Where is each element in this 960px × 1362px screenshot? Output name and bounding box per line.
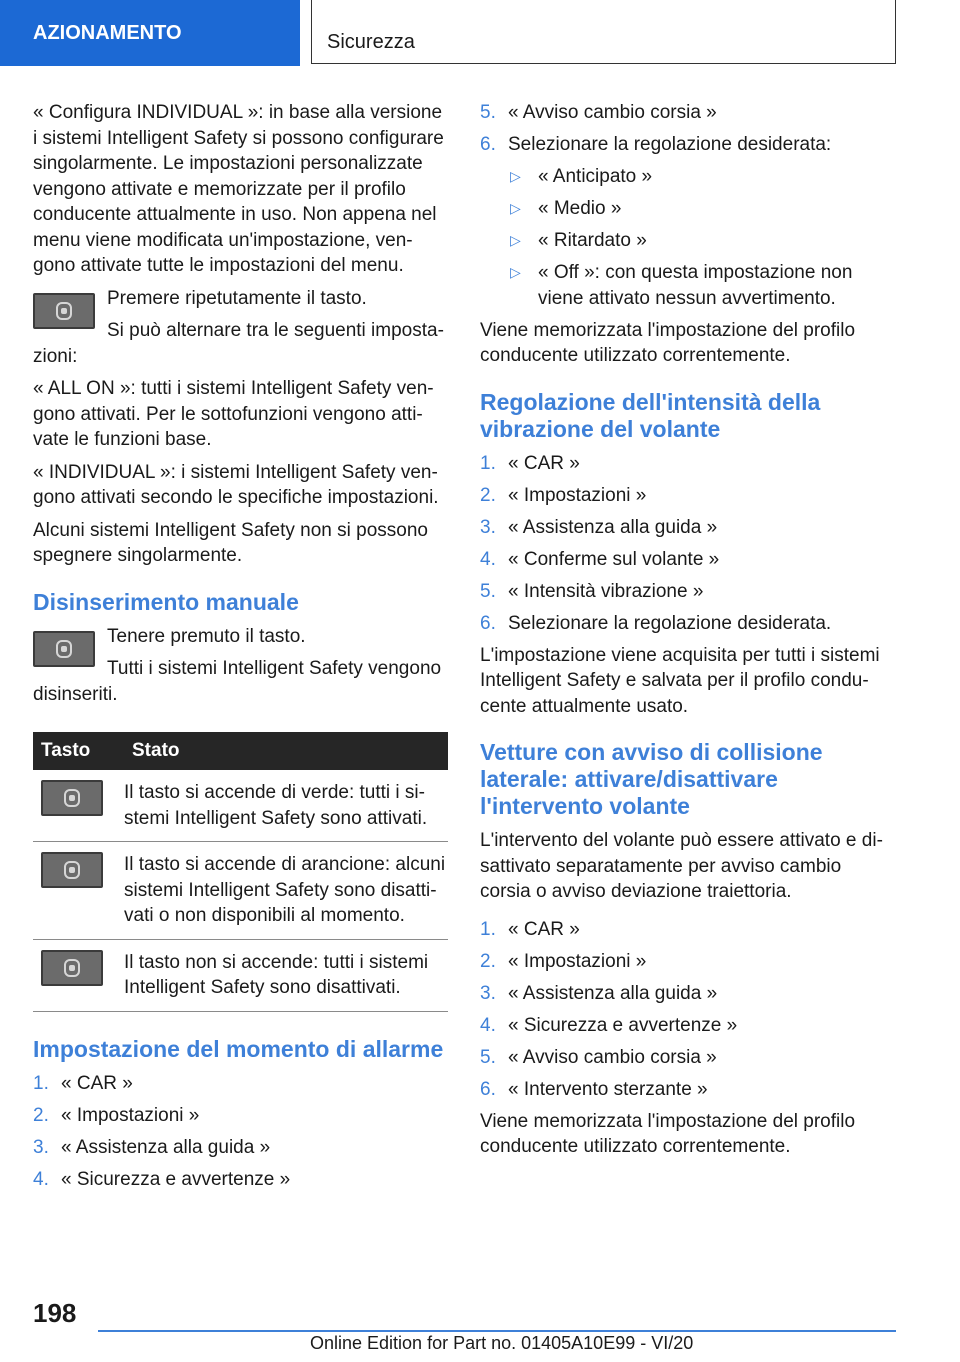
list-item: 4. « Sicurezza e avvertenze » <box>33 1168 291 1190</box>
list-item: ▷ « Medio » <box>480 196 896 222</box>
applied-text: L'impostazione viene acquisita per tutti i sistemi Intelligent Safety e salvata per il profilo conducente attualmente usato. <box>480 644 880 717</box>
triangle-bullet-icon: ▷ <box>510 200 521 216</box>
all-off-text: Tutti i sistemi Intelligent Safety vengono disinseriti. <box>33 658 442 705</box>
press-repeat-text: Premere ripetutamente il tasto. <box>107 287 367 309</box>
intelligent-safety-icon <box>56 640 72 658</box>
table-row <box>33 939 448 1011</box>
table-header-row <box>33 732 448 770</box>
intelligent-safety-button-image <box>33 631 95 667</box>
table-cell: Il tasto non si accende: tutti i sistemi Intelligent Safety sono disattivati. <box>124 939 448 1011</box>
edition-text: Online Edition for Part no. 01405A10E99 - VI/20 <box>310 1333 694 1353</box>
page-header <box>0 0 960 66</box>
triangle-bullet-icon: ▷ <box>510 168 521 184</box>
button-status-table <box>33 732 448 1012</box>
table-row <box>33 842 448 940</box>
individual-text: « INDIVIDUAL »: i sistemi Intelligent Safety vengono attivati secondo le specifiche impostazioni. <box>33 461 439 508</box>
alarm-steps-list <box>33 1071 448 1193</box>
heading-alarm-timing: Impostazione del momento di allarme <box>33 1035 444 1062</box>
saved-profile-text: Viene memorizzata l'impostazione del profilo conducente utilizzato correntemente. <box>480 319 856 366</box>
list-item: 2. « Impostazioni » <box>480 484 647 506</box>
list-item: 1. « CAR » <box>480 918 580 940</box>
table-cell: Il tasto si accende di arancione: alcuni sistemi Intelligent Safety sono disattivati o non disponibili al momento. <box>124 842 448 940</box>
heading-vibration-intensity: Regolazione dell'intensità della vibrazione del volante <box>480 388 821 442</box>
right-column <box>480 100 896 1167</box>
list-item: ▷ « Anticipato » <box>480 164 896 190</box>
chapter-title: Sicurezza <box>311 0 896 64</box>
table-cell: Il tasto si accende di verde: tutti i sistemi Intelligent Safety sono attivati. <box>124 770 448 842</box>
list-item: 5. « Avviso cambio corsia » <box>480 102 717 123</box>
intelligent-safety-icon <box>56 302 72 320</box>
page-number: 198 <box>33 1298 77 1328</box>
collision-steps-list <box>480 917 896 1103</box>
table-header-status: Stato <box>124 732 448 770</box>
intelligent-safety-button-image <box>33 293 95 329</box>
list-item: 3. « Assistenza alla guida » <box>480 982 718 1004</box>
list-item: 5. « Intensità vibrazione » <box>480 580 704 602</box>
heading-collision-steering: Vetture con avviso di collisione laterale: attivare/disattivare l'intervento volante <box>480 739 823 819</box>
button-green-image <box>41 780 103 816</box>
list-item: 1. « CAR » <box>33 1072 133 1094</box>
triangle-bullet-icon: ▷ <box>510 232 521 248</box>
alternate-text: Si può alternare tra le seguenti impostazioni: <box>33 320 444 367</box>
list-item: 3. « Assistenza alla guida » <box>480 516 718 538</box>
section-tab: AZIONAMENTO <box>0 0 300 66</box>
intelligent-safety-icon <box>64 861 80 879</box>
intelligent-safety-icon <box>64 959 80 977</box>
footer-divider <box>98 1330 896 1332</box>
hold-text: Tenere premuto il tasto. <box>107 625 306 647</box>
list-item: 6. « Intervento sterzante » <box>480 1078 708 1100</box>
list-item: 4. « Conferme sul volante » <box>480 548 720 570</box>
some-systems-text: Alcuni sistemi Intelligent Safety non si possono spegnere singolarmente. <box>33 519 428 566</box>
timing-options-list <box>480 164 896 311</box>
list-item: 4. « Sicurezza e avvertenze » <box>480 1014 738 1036</box>
list-item: 1. « CAR » <box>480 452 580 474</box>
triangle-bullet-icon: ▷ <box>510 264 521 280</box>
saved-profile-text: Viene memorizzata l'impostazione del profilo conducente utilizzato correntemente. <box>480 1110 856 1157</box>
collision-text: L'intervento del volante può essere attivato e disattivato separatamente per avviso cambio corsia o avviso deviazione traiettoria. <box>480 830 883 902</box>
list-item: 2. « Impostazioni » <box>480 950 647 972</box>
alarm-steps-continued <box>480 100 896 158</box>
list-item: ▷ « Off »: con questa impostazione non viene attivato nessun avvertimento. <box>510 262 853 309</box>
list-item: 6. Selezionare la regolazione desiderata: <box>480 134 832 155</box>
table-row <box>33 770 448 842</box>
list-item: 5. « Avviso cambio corsia » <box>480 1046 717 1068</box>
vibration-steps-list <box>480 451 896 637</box>
heading-manual-disable: Disinserimento manuale <box>33 588 299 615</box>
all-on-text: « ALL ON »: tutti i sistemi Intelligent Safety vengono attivati. Per le sottofunzioni vengono attivate le funzioni base. <box>33 378 434 450</box>
list-item: 3. « Assistenza alla guida » <box>33 1136 271 1158</box>
list-item: 2. « Impostazioni » <box>33 1104 200 1126</box>
list-item: 6. Selezionare la regolazione desiderata. <box>480 612 832 634</box>
left-column <box>33 100 448 1199</box>
table-header-button: Tasto <box>33 732 124 770</box>
intelligent-safety-icon <box>64 789 80 807</box>
button-off-image <box>41 950 103 986</box>
list-item: ▷ « Ritardato » <box>480 228 896 254</box>
intro-paragraph: « Configura INDIVIDUAL »: in base alla versione i sistemi Intelligent Safety si possono configurare singolarmente. Le impostazioni personalizzate vengono attivate e memorizzate per il profilo conducente attualmente in uso. Non appena nel menu viene modificata un'impostazione, vengono attivate tutte le impostazioni del menu. <box>33 102 444 276</box>
button-orange-image <box>41 852 103 888</box>
